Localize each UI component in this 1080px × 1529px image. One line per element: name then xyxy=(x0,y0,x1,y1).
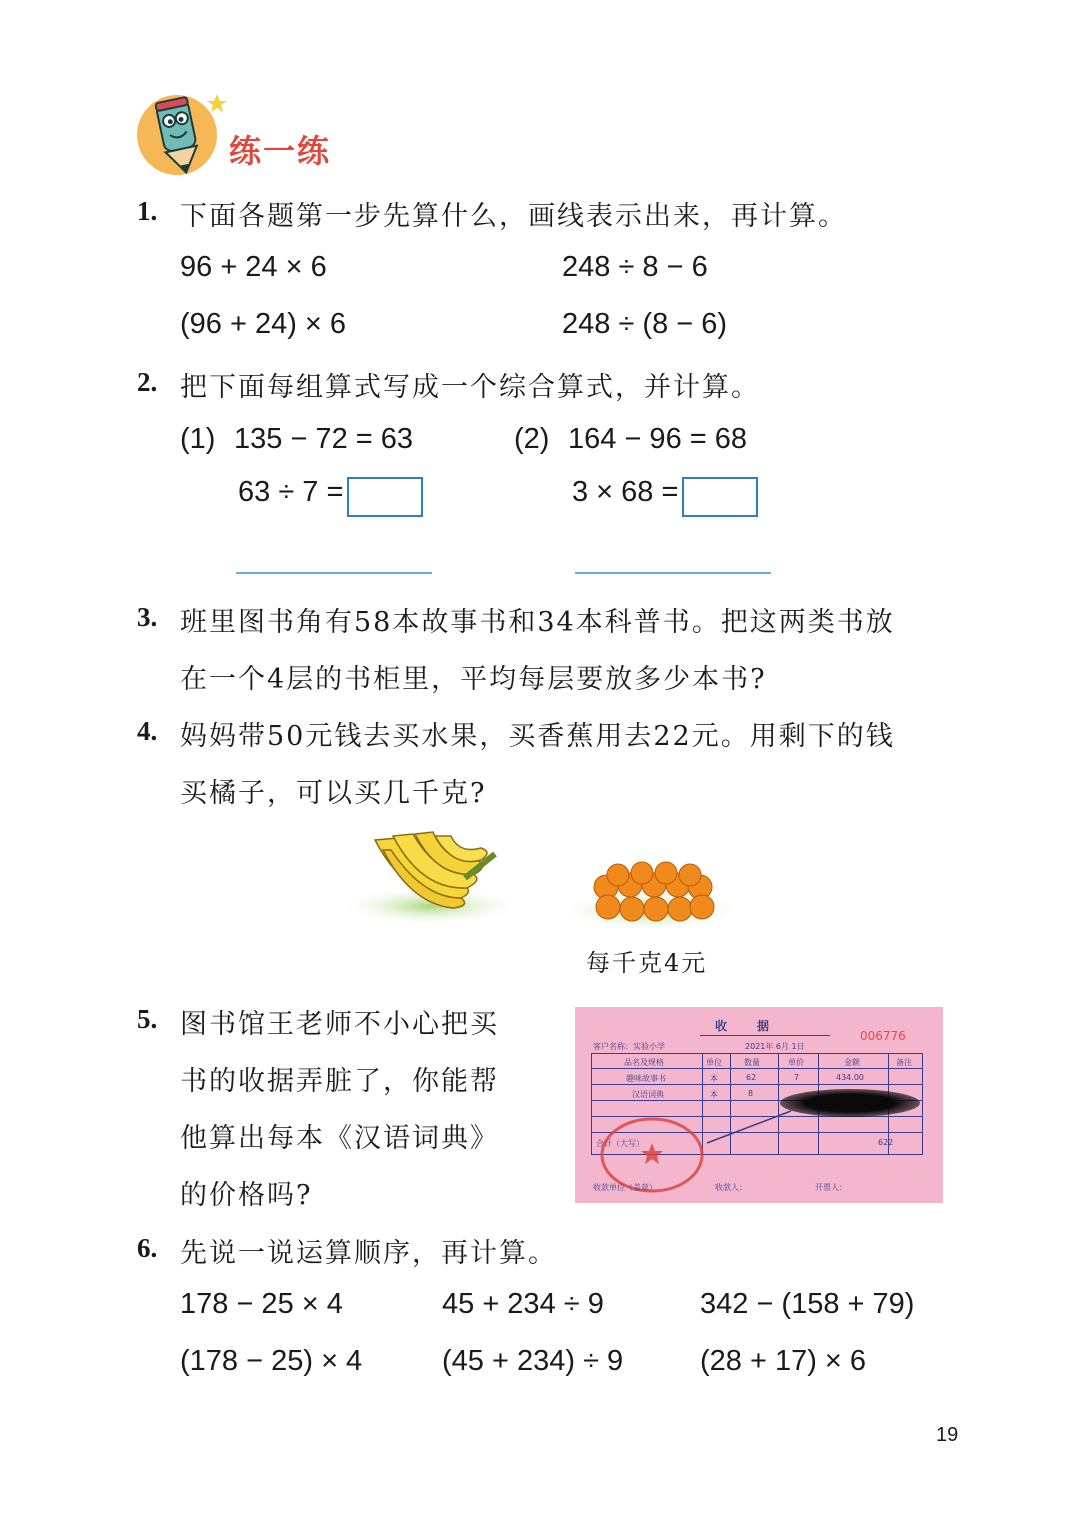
q2-text: 把下面每组算式写成一个综合算式，并计算。 xyxy=(180,372,760,403)
receipt-diagonal-line xyxy=(705,1107,795,1147)
q1-expr-1: 96 + 24 × 6 xyxy=(180,251,327,283)
q6-expr-6: (28 + 17) × 6 xyxy=(700,1345,867,1377)
banana-illustration xyxy=(335,828,525,928)
q2-part1-line1: 135 − 72 = 63 xyxy=(234,423,413,455)
receipt-header-1: 品名及规格 xyxy=(624,1058,664,1067)
receipt-header-3: 数量 xyxy=(744,1058,760,1067)
receipt-header-4: 单价 xyxy=(788,1058,804,1067)
receipt-footer-1: 收款单位（盖章） xyxy=(593,1183,657,1192)
q2-part1-expr: 63 ÷ 7 = xyxy=(238,476,344,508)
q6-expr-4: (178 − 25) × 4 xyxy=(180,1345,363,1377)
receipt-date: 2021年 6月 1日 xyxy=(745,1042,805,1051)
q5-line1: 图书馆王老师不小心把买 xyxy=(180,1009,499,1040)
orange-icon xyxy=(594,862,714,921)
q6-text: 先说一说运算顺序，再计算。 xyxy=(180,1238,557,1269)
q5-line4: 的价格吗? xyxy=(180,1180,313,1211)
receipt-total-label: 合计（大写） xyxy=(596,1139,644,1148)
q2-part1-label: (1) xyxy=(180,423,216,455)
receipt-header-6: 备注 xyxy=(896,1058,912,1067)
q4-line2: 买橘子，可以买几千克? xyxy=(180,778,487,809)
q1-expr-2: 248 ÷ 8 − 6 xyxy=(562,251,708,283)
q5-number: 5. xyxy=(137,1004,158,1034)
q5-line3: 他算出每本《汉语词典》 xyxy=(180,1123,499,1154)
receipt-header-2: 单位 xyxy=(706,1058,722,1067)
q2-part2-expr: 3 × 68 = xyxy=(572,476,679,508)
receipt-header-5: 金额 xyxy=(844,1058,860,1067)
q2-part2-line2 xyxy=(572,476,758,517)
q1-expr-3: (96 + 24) × 6 xyxy=(180,308,347,340)
receipt-row1-unit: 本 xyxy=(710,1074,718,1083)
q2-part1-answer-box[interactable] xyxy=(347,477,423,517)
q2-part2-label: (2) xyxy=(514,423,550,455)
q6-expr-3: 342 − (158 + 79) xyxy=(700,1288,915,1320)
receipt-row2-item: 汉语词典 xyxy=(632,1090,664,1099)
receipt-serial: 006776 xyxy=(860,1029,906,1043)
q3-line2: 在一个4层的书柜里，平均每层要放多少本书? xyxy=(180,664,767,695)
q2-number: 2. xyxy=(137,367,158,397)
orange-illustration xyxy=(556,855,746,935)
q1-text: 下面各题第一步先算什么，画线表示出来，再计算。 xyxy=(180,201,847,232)
q6-expr-5: (45 + 234) ÷ 9 xyxy=(442,1345,624,1377)
q6-expr-2: 45 + 234 ÷ 9 xyxy=(442,1288,604,1320)
q2-part1-answer-line[interactable] xyxy=(236,572,432,574)
receipt-customer: 客户名称：实验小学 xyxy=(593,1042,665,1051)
receipt-row2-qty: 8 xyxy=(748,1089,754,1098)
q2-part1-line2 xyxy=(238,476,423,517)
receipt-total-amount: 622 xyxy=(878,1138,894,1147)
receipt xyxy=(575,1007,943,1203)
q6-expr-1: 178 − 25 × 4 xyxy=(180,1288,343,1320)
q1-number: 1. xyxy=(137,196,158,226)
section-header xyxy=(135,88,375,183)
receipt-row2-unit: 本 xyxy=(710,1090,718,1099)
receipt-ink-smudge xyxy=(780,1089,920,1117)
page-number: 19 xyxy=(936,1424,959,1446)
orange-price-label: 每千克4元 xyxy=(586,949,708,977)
q3-line1: 班里图书角有58本故事书和34本科普书。把这两类书放 xyxy=(180,607,895,638)
q2-part2-answer-line[interactable] xyxy=(575,572,771,574)
receipt-row1-qty: 62 xyxy=(746,1073,757,1082)
q5-line2: 书的收据弄脏了，你能帮 xyxy=(180,1066,499,1097)
receipt-footer-3: 开票人： xyxy=(815,1183,847,1192)
q6-number: 6. xyxy=(137,1233,158,1263)
receipt-title: 收 据 xyxy=(715,1019,772,1033)
q4-line1: 妈妈带50元钱去买水果，买香蕉用去22元。用剩下的钱 xyxy=(180,721,895,752)
receipt-footer-2: 收款人： xyxy=(715,1183,747,1192)
pencil-mascot-icon xyxy=(135,88,230,183)
receipt-row1-amount: 434.00 xyxy=(836,1073,864,1082)
q2-part2-answer-box[interactable] xyxy=(682,477,758,517)
q2-part2-line1: 164 − 96 = 68 xyxy=(568,423,747,455)
q4-number: 4. xyxy=(137,716,158,746)
q1-expr-4: 248 ÷ (8 − 6) xyxy=(562,308,728,340)
section-title: 练一练 xyxy=(229,132,332,170)
receipt-row1-price: 7 xyxy=(794,1073,800,1082)
q3-number: 3. xyxy=(137,602,158,632)
receipt-row1-item: 趣味故事书 xyxy=(626,1074,666,1083)
